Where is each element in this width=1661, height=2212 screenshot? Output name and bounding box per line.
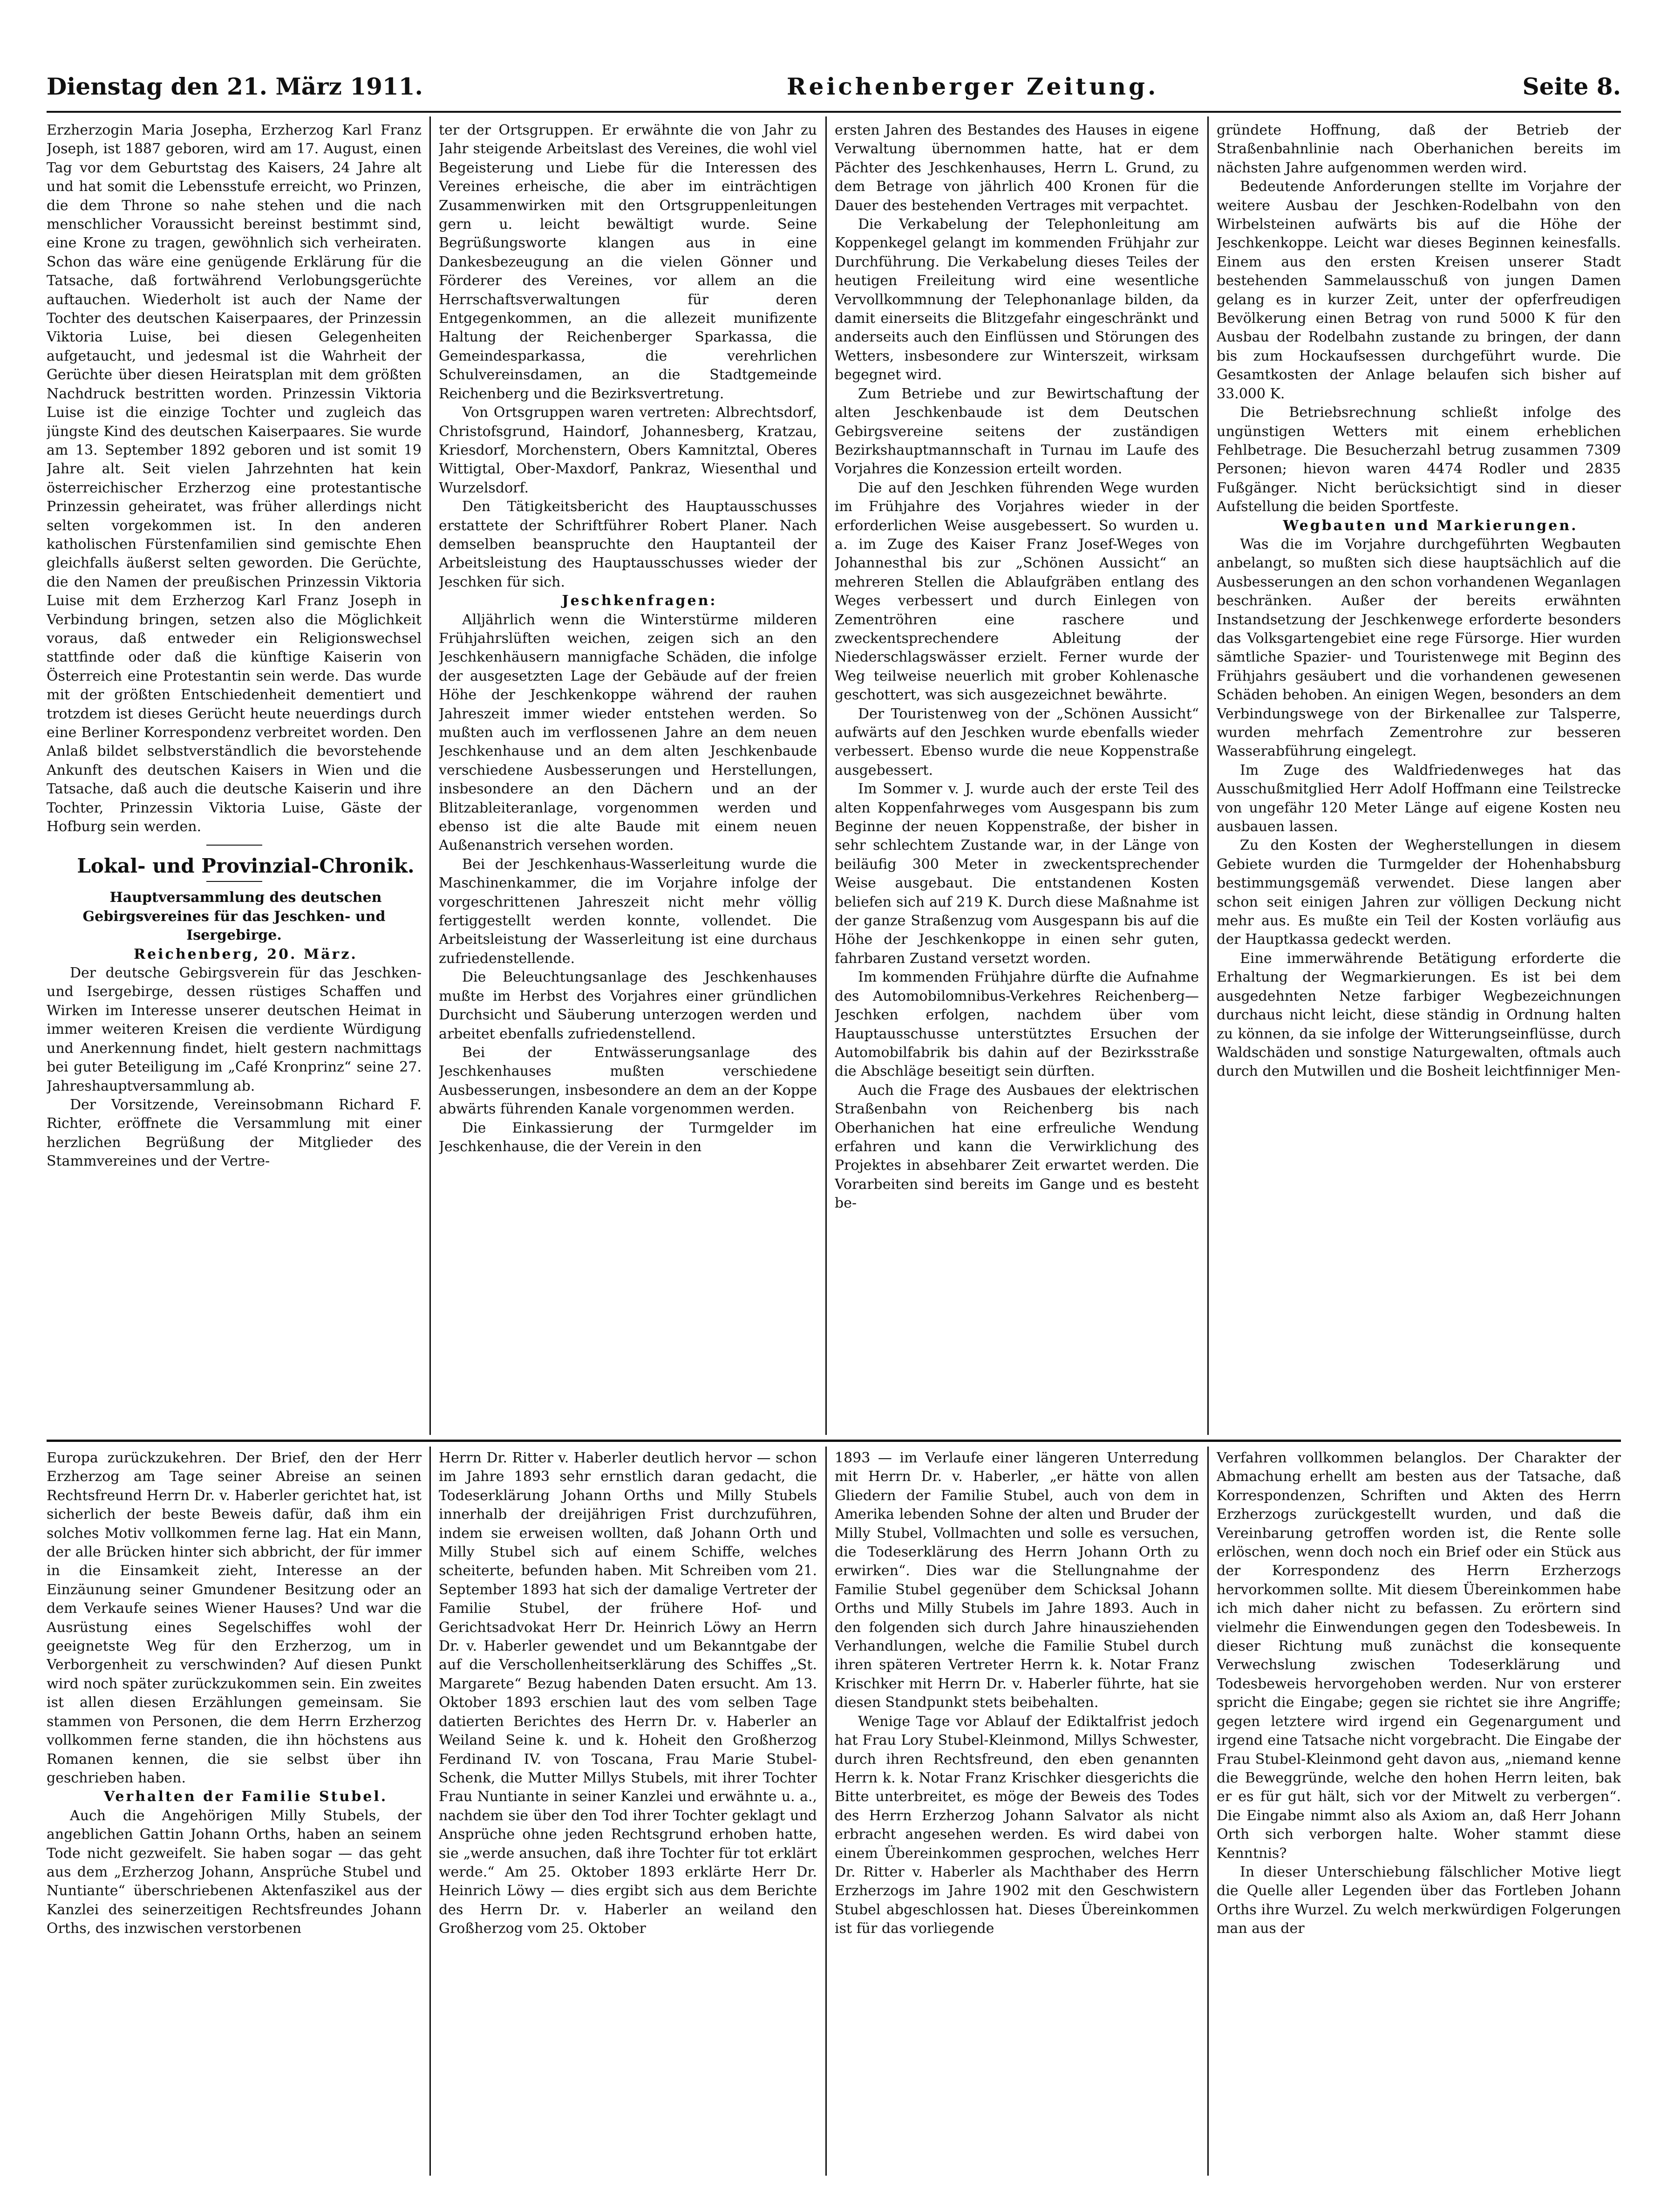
article-paragraph: Bedeutende Anforderungen stellte im Vorjahre der weitere Ausbau der Jeschken-Rodelbahn von den Wirbelsteinen aufwärts bis auf die Höhe der Jeschkenkoppe. Leicht war dieses Beginnen keinesfalls. Einem aus den ersten Kreisen unserer Stadt bestehenden Sammelausschuß von jungen Damen gelang es in kurzer Zeit, unter der opferfreudigen Bevölkerung einen Betrag von rund 5000 K für den Ausbau der Rodelbahn zustande zu bringen, der dann bis zum Hockaufsessen durchgeführt wurde. Die Gesamtkosten der Anlage belaufen sich bisher auf 33.000 K. xyxy=(1217,178,1621,402)
header-page-number: Seite 8. xyxy=(1522,72,1621,100)
article-paragraph: Europa zurückzukehren. Der Brief, den der Herr Erzherzog am Tage seiner Abreise an seinen Rechtsfreund Herrn Dr. v. Haberler gerichtet hat, ist sicherlich der beste Beweis dafür, daß ihm ein solches Motiv vollkommen ferne lag. Hat ein Mann, der alle Brücken hinter sich abbricht, der für immer in die Einsamkeit zieht, Interesse an der Einzäunung seiner Gmundener Besitzung oder an dem Verkaufe seines Wiener Hauses? Und war die Ausrüstung eines Segelschiffes wohl der geeignetste Weg für den Erzherzog, um in Verborgenheit zu verschwinden? Auf diesen Punkt wird noch später zurückzukommen sein. Ein zweites ist allen diesen Erzählungen gemeinsam. Sie stammen von Personen, die dem Herrn Erzherzog vollkommen ferne standen, die ihn höchstens aus Romanen kennen, die sie selbst über ihn geschrieben haben. xyxy=(47,1450,422,1786)
article-paragraph: Bei der Entwässerungsanlage des Jeschkenhauses mußten verschiedene Ausbesserungen, insbesondere an dem an der Koppe abwärts führenden Kanale vorgenommen werden. xyxy=(439,1044,817,1118)
subsection-heading: Wegbauten und Markierungen. xyxy=(1283,517,1578,534)
article-paragraph: Die auf den Jeschken führenden Wege wurden im Frühjahre des Vorjahres wieder in der erforderlichen Weise ausgebessert. So wurden u. a. im Zuge des Kaiser Franz Josef-Weges von Johannesthal bis zur „Schönen Aussicht“ an mehreren Stellen die Ablaufgräben entlang des Weges verbessert und durch Einlegen von Zementröhren eine raschere und zweckentsprechendere Ableitung der Niederschlagswässer erzielt. Ferner wurde der Weg teilweise neuerlich mit grober Kohlenasche geschottert, was sich ausgezeichnet bewährte. xyxy=(835,479,1199,703)
article-paragraph: Im Sommer v. J. wurde auch der erste Teil des alten Koppenfahrweges vom Ausgespann bis zum Beginne der neuen Koppenstraße, der bisher in sehr schlechtem Zustande war, in der Länge von beiläufig 300 Meter in zweckentsprechender Weise ausgebaut. Die entstandenen Kosten beliefen sich auf 219 K. Durch diese Maßnahme ist der ganze Straßenzug vom Ausgespann bis auf die Höhe der Jeschkenkoppe in einen sehr guten, fahrbaren Zustand versetzt worden. xyxy=(835,781,1199,967)
header-rule xyxy=(47,111,1621,113)
article-paragraph: Die Betriebsrechnung schließt infolge des ungünstigen Wetters mit einem erheblichen Fehlbetrage. Die Besucherzahl betrug zusammen 7309 Personen; hievon waren 4474 Rodler und 2835 Fußgänger. Nicht berücksichtigt sind in dieser Aufstellung die beiden Sportfeste. xyxy=(1217,404,1621,515)
article-paragraph: Alljährlich wenn die Winterstürme milderen Frühjahrslüften weichen, zeigen sich an den Jeschkenhäusern mannigfache Schäden, die infolge der ausgesetzten Lage der Gebäude auf der freien Höhe der Jeschkenkoppe während der rauhen Jahreszeit immer wieder entstehen werden. So mußten auch im verflossenen Jahre an dem neuen Jeschkenhause und an dem alten Jeschkenbaude verschiedene Ausbesserungen und Herstellungen, insbesondere an den Dächern und an der Blitzableiteranlage, vorgenommen werden und ebenso ist die alte Baude mit einem neuen Außenanstrich versehen worden. xyxy=(439,611,817,854)
article-paragraph: Was die im Vorjahre durchgeführten Wegbauten anbelangt, so mußten sich diese hauptsächlich auf die Ausbesserungen an den schon vorhandenen Weganlagen beschränken. Außer der bereits erwähnten Instandsetzung der Jeschkenwege erforderte besonders das Volksgartengebiet eine rege Fürsorge. Hier wurden sämtliche Spazier- und Touristenwege mit Beginn des Frühjahrs gesäubert und die vorhandenen gewesenen Schäden behoben. An einigen Wegen, besonders an dem Verbindungswege von der Birkenallee zur Talsperre, wurden mehrfach Zementrohre zur besseren Wasserabführung eingelegt. xyxy=(1217,536,1621,760)
bottom-column-2 xyxy=(439,1449,817,2176)
bottom-column-4 xyxy=(1217,1449,1621,2176)
header-masthead: Reichenberger Zeitung. xyxy=(787,72,1159,100)
column-rule-bottom-3 xyxy=(1207,1447,1209,2176)
article-paragraph: Bei der Jeschkenhaus-Wasserleitung wurde die Maschinenkammer, die im Vorjahre infolge der vorgeschrittenen Jahreszeit nicht mehr völlig fertiggestellt werden konnte, vollendet. Die Arbeitsleistung der Wasserleitung ist eine durchaus zufriedenstellende. xyxy=(439,856,817,967)
newspaper-page xyxy=(33,28,1635,2190)
article-paragraph: Herrn Dr. Ritter v. Haberler deutlich hervor — schon im Jahre 1893 sehr ernstlich daran gedacht, die Todeserklärung Johann Orths und Milly Stubels innerhalb der dreijährigen Frist durchzuführen, indem sie erweisen wollten, daß Johann Orth und Milly Stubel sich auf einem Schiffe, welches scheiterte, befunden haben. Mit Schreiben vom 21. September 1893 hat sich der damalige Vertreter der Familie Stubel, der frühere Hof- und Gerichtsadvokat Herr Dr. Heinrich Löwy an Herrn Dr. v. Haberler gewendet und um Bekanntgabe der auf die Verschollenheitserklärung des Schiffes „St. Margarete“ Bezug habenden Daten ersucht. Am 13. Oktober 1893 erschien laut des vom selben Tage datierten Berichtes des Herrn Dr. v. Haberler an Weiland Seine k. und k. Hoheit den Großherzog Ferdinand IV. von Toscana, Frau Marie Stubel-Schenk, die Mutter Millys Stubels, mit ihrer Tochter Frau Nuntiante in seiner Kanzlei und erwähnte u. a., nachdem sie über den Tod ihrer Tochter geklagt und Ansprüche ohne jeden Rechtsgrund erhoben hatte, sie „werde ansuchen, daß ihre Tochter für tot erklärt werde.“ Am 25. Oktober 1893 erklärte Herr Dr. Heinrich Löwy — dies ergibt sich aus dem Berichte des Herrn Dr. v. Haberler an weiland den Großherzog vom 25. Oktober xyxy=(439,1450,817,1937)
article-paragraph: Den Tätigkeitsbericht des Hauptausschusses erstattete der Schriftführer Robert Planer. Nach demselben beanspruchte den Hauptanteil der Arbeitsleistung des Hauptausschusses wieder der Jeschken für sich. xyxy=(439,498,817,590)
article-paragraph: Der Vorsitzende, Vereinsobmann Richard F. Richter, eröffnete die Versammlung mit einer herzlichen Begrüßung der Mitglieder des Stammvereines und der Vertre- xyxy=(47,1096,422,1170)
article-dateline: Reichenberg, 20. März. xyxy=(134,946,358,963)
article-paragraph: Von Ortsgruppen waren vertreten: Albrechtsdorf, Christofsgrund, Haindorf, Johannesberg, Kratzau, Kriesdorf, Morchenstern, Obers Kamnitztal, Oberes Wittigtal, Ober-Maxdorf, Pankraz, Wiesenthal und Wurzelsdorf. xyxy=(439,404,817,496)
article-paragraph: ter der Ortsgruppen. Er erwähnte die von Jahr zu Jahr steigende Arbeitslast des Vereines, die wohl viel Begeisterung und Liebe für die Interessen des Vereines erheische, die aber im einträchtigen Zusammenwirken mit den Ortsgruppenleitungen gern u. leicht bewältigt wurde. Seine Begrüßungsworte klangen aus in eine Dankesbezeugung an die vielen Gönner und Förderer des Vereines, vor allem an die Herrschaftsverwaltungen für deren Entgegenkommen, an die allezeit munifizente Haltung der Reichenberger Sparkassa, die Gemeindesparkassa, die verehrlichen Schulvereinsdamen, an die Stadtgemeinde Reichenberg und die Bezirksvertretung. xyxy=(439,122,817,402)
article-paragraph: Im Zuge des Waldfriedenweges hat das Ausschußmitglied Herr Adolf Hoffmann eine Teilstrecke von ungefähr 120 Meter Länge auf eigene Kosten neu ausbauen lassen. xyxy=(1217,762,1621,835)
article-divider xyxy=(206,845,262,846)
column-rule-top-2 xyxy=(825,116,827,1435)
column-rule-top-1 xyxy=(429,116,431,1435)
article-paragraph: gründete Hoffnung, daß der Betrieb der Straßenbahnlinie nach Oberhanichen bereits im nächsten Jahre aufgenommen werden wird. xyxy=(1217,122,1621,176)
article-paragraph: Die Verkabelung der Telephonleitung am Koppenkegel gelangt im kommenden Frühjahr zur Durchführung. Die Verkabelung dieses Teiles der heutigen Freileitung wird eine wesentliche Vervollkommnung der Telephonanlage bilden, da damit einerseits die Blitzgefahr eingeschränkt und anderseits auch den Einflüssen und Störungen des Wetters, insbesondere zur Winterszeit, wirksam begegnet wird. xyxy=(835,216,1199,383)
article-paragraph: In dieser Unterschiebung fälschlicher Motive liegt die Quelle aller Legenden über das Fortleben Johann Orths ihre Wurzel. Zu welch merkwürdigen Folgerungen man aus der xyxy=(1217,1864,1621,1937)
section-divider xyxy=(47,1440,1621,1442)
article-paragraph: Verfahren vollkommen belanglos. Der Charakter der Abmachung erhellt am besten aus der Tatsache, daß Korrespondenzen, Schriften und Akten des Herrn Erzherzogs zurückgestellt wurden, und daß die Vereinbarung getroffen worden ist, die Rente solle erlöschen, wenn doch noch ein Brief oder ein Stück aus der Korrespondenz des Herrn Erzherzogs hervorkommen sollte. Mit diesem Übereinkommen habe ich mich daher nicht zu befassen. Zu erörtern sind vielmehr die Einwendungen gegen den Todesbeweis. In dieser Richtung muß zunächst die konsequente Verwechslung zwischen Todeserklärung und Todesbeweis hervorgehoben werden. Nur von ersterer spricht die Eingabe; gegen sie richtet sie ihre Angriffe; gegen letztere wird irgend ein Gegenargument und irgend eine Tatsache nicht vorgebracht. Die Eingabe der Frau Stubel-Kleinmond geht davon aus, „niemand kenne die Beweggründe, welche den hohen Herrn leiten, bak er es für gut hält, sich vor der Mitwelt zu verbergen“. Die Eingabe nimmt also als Axiom an, daß Herr Johann Orth sich verborgen halte. Woher stammt diese Kenntnis? xyxy=(1217,1450,1621,1862)
subsection-heading: Verhalten der Familie Stubel. xyxy=(103,1789,388,1805)
heading-divider xyxy=(206,881,262,882)
page-header xyxy=(47,65,1621,107)
article-paragraph: Die Einkassierung der Turmgelder im Jeschkenhause, die der Verein in den xyxy=(439,1120,817,1155)
article-paragraph: Auch die Frage des Ausbaues der elektrischen Straßenbahn von Reichenberg bis nach Oberhanichen hat eine erfreuliche Wendung erfahren und kann die Verwirklichung des Projektes in absehbarer Zeit erwartet werden. Die Vorarbeiten sind bereits im Gange und es besteht be- xyxy=(835,1082,1199,1212)
section-heading-local: Lokal- und Provinzial-Chronik. xyxy=(77,854,415,878)
article-text: Erzherzogin Maria Josepha, Erzherzog Karl Franz Joseph, ist 1887 geboren, wird am 17. August, einen Tag vor dem Geburtstag des Kaisers, 24 Jahre alt und hat somit die Lebensstufe erreicht, wo Prinzen, die dem Throne so nahe stehen und die nach menschlicher Voraussicht bereinst bestimmt sind, eine Krone zu tragen, gewöhnlich sich verheiraten. Schon das wäre eine genügende Erklärung für die Tatsache, daß fortwährend Verlobungsgerüchte auftauchen. Wiederholt ist auch der Name der Tochter des deutschen Kaiserpaares, der Prinzessin Viktoria Luise, bei diesen Gelegenheiten aufgetaucht, und jedesmal ist die Wahrheit der Gerüchte über diesen Heiratsplan mit dem größten Nachdruck bestritten worden. Prinzessin Viktoria Luise ist die einzige Tochter und zugleich das jüngste Kind des deutschen Kaiserpaares. Sie wurde am 13. September 1892 geboren und ist somit 19 Jahre alt. Seit vielen Jahrzehnten hat kein österreichischer Erzherzog eine protestantische Prinzessin geheiratet, was früher allerdings nicht selten vorgekommen ist. In den anderen katholischen Fürstenfamilien sind gemischte Ehen gleichfalls äußerst selten geworden. Die Gerüchte, die den Namen der preußischen Prinzessin Viktoria Luise mit dem Erzherzog Karl Franz Joseph in Verbindung bringen, setzen also die Möglichkeit voraus, daß entweder ein Religionswechsel stattfinde oder daß die künftige Kaiserin von Österreich eine Protestantin sein werde. Das wurde mit der größten Entschiedenheit dementiert und trotzdem ist dieses Gerücht heute neuerdings durch eine Berliner Korrespondenz verbreitet worden. Den Anlaß bildet selbstverständlich die bevorstehende Ankunft des deutschen Kaisers in Wien und die Tatsache, daß auch die deutsche Kaiserin und ihre Tochter, Prinzessin Viktoria Luise, Gäste der Hofburg sein werden. xyxy=(47,122,422,835)
column-rule-bottom-1 xyxy=(429,1447,431,2176)
article-paragraph: ersten Jahren des Bestandes des Hauses in eigene Verwaltung übernommen hatte, hat er dem Pächter des Jeschkenhauses, Herrn L. Grund, zu dem Betrage von jährlich 400 Kronen für die Dauer des bestehenden Vertrages mit verpachtet. xyxy=(835,122,1199,214)
article-paragraph: Auch die Angehörigen Milly Stubels, der angeblichen Gattin Johann Orths, haben an seinem Tode nicht gezweifelt. Sie haben sogar — das geht aus dem „Erzherzog Johann, Ansprüche Stubel und Nuntiante“ überschriebenen Aktenfaszikel aus der Kanzlei des seinerzeitigen Rechtsfreundes Johann Orths, des inzwischen verstorbenen xyxy=(47,1807,422,1937)
bottom-column-3 xyxy=(835,1449,1199,2176)
article-paragraph: Der deutsche Gebirgsverein für das Jeschken- und Isergebirge, dessen rüstiges Schaffen und Wirken im Interesse unserer deutschen Heimat in immer weiteren Kreisen die verdiente Würdigung und Anerkennung findet, hielt gestern nachmittags bei guter Beteiligung im „Café Kronprinz“ seine 27. Jahreshauptversammlung ab. xyxy=(47,965,422,1094)
article-paragraph: Im kommenden Frühjahre dürfte die Aufnahme des Automobilomnibus-Verkehres Reichenberg—Jeschken erfolgen, nachdem über vom Hauptausschusse unterstütztes Ersuchen der Automobilfabrik bis dahin auf der Bezirksstraße die Abschläge beseitigt sein dürften. xyxy=(835,969,1199,1080)
column-rule-bottom-2 xyxy=(825,1447,827,2176)
subsection-heading: Jeschkenfragen: xyxy=(562,593,717,609)
top-column-2 xyxy=(439,121,817,1435)
article-paragraph: Zum Betriebe und zur Bewirtschaftung der alten Jeschkenbaude ist dem Deutschen Gebirgsvereine seitens der zuständigen Bezirkshauptmannschaft in Turnau im Laufe des Vorjahres die Konzession erteilt worden. xyxy=(835,385,1199,478)
article-paragraph: Eine immerwährende Betätigung erforderte die Erhaltung der Wegmarkierungen. Es ist bei dem ausgedehnten Netze farbiger Wegbezeichnungen durchaus nicht leicht, diese ständig in Ordnung halten zu können, da sie infolge der Witterungseinflüsse, durch Waldschäden und sonstige Naturgewalten, oftmals auch durch den Mutwillen und die Bosheit leichtfinniger Men- xyxy=(1217,950,1621,1080)
article-paragraph: Zu den Kosten der Wegherstellungen in diesem Gebiete wurden die Turmgelder der Hohenhabsburg bestimmungsgemäß verwendet. Diese langen aber schon seit einigen Jahren zur völligen Deckung nicht mehr aus. Es mußte ein Teil der Kosten vorläufig aus der Hauptkassa gedeckt werden. xyxy=(1217,837,1621,948)
article-paragraph: 1893 — im Verlaufe einer längeren Unterredung mit Herrn Dr. v. Haberler, „er hätte von allen Gliedern der Familie Stubel, auch von dem in Amerika lebenden Sohne der alten und Bruder der Milly Stubel, Vollmachten und solle es versuchen, die Todeserklärung des Herrn Johann Orth zu erwirken“. Dies war die Stellungnahme der Familie Stubel gegenüber dem Schicksal Johann Orths und Milly Stubels im Jahre 1893. Auch in den folgenden sich durch Jahre hinausziehenden Verhandlungen, welche die Familie Stubel durch ihren späteren Vertreter Herrn k. k. Notar Franz Krischker mit Herrn Dr. v. Haberler führte, hat sie diesen Standpunkt stets beibehalten. xyxy=(835,1450,1199,1711)
bottom-column-1 xyxy=(47,1449,422,2176)
article-paragraph: Die Beleuchtungsanlage des Jeschkenhauses mußte im Herbst des Vorjahres einer gründlichen Durchsicht und Säuberung unterzogen werden und arbeitet ebenfalls zufriedenstellend. xyxy=(439,969,817,1042)
article-paragraph: Wenige Tage vor Ablauf der Ediktalfrist jedoch hat Frau Lory Stubel-Kleinmond, Millys Schwester, durch ihren Rechtsfreund, den eben genannten Herrn k. k. Notar Franz Krischker diesgerichts die Bitte unterbreitet, es möge der Beweis des Todes des Herrn Erzherzog Johann Salvator als nicht erbracht angesehen werden. Es wird dabei von einem Übereinkommen gesprochen, welches Herr Dr. Ritter v. Haberler als Machthaber des Herrn Erzherzogs im Jahre 1902 mit den Geschwistern Stubel abgeschlossen hat. Dieses Übereinkommen ist für das vorliegende xyxy=(835,1713,1199,1937)
column-rule-top-3 xyxy=(1207,116,1209,1435)
article-paragraph: Der Touristenweg von der „Schönen Aussicht“ aufwärts auf den Jeschken wurde ebenfalls wieder verbessert. Ebenso wurde die neue Koppenstraße ausgebessert. xyxy=(835,705,1199,778)
top-column-4 xyxy=(1217,121,1621,1435)
top-column-1 xyxy=(47,121,422,1435)
article-headline: Hauptversammlung des deutschen Gebirgsvereines für das Jeschken- und Isergebirge. xyxy=(82,889,386,944)
top-column-3 xyxy=(835,121,1199,1435)
header-date: Dienstag den 21. März 1911. xyxy=(47,72,423,100)
